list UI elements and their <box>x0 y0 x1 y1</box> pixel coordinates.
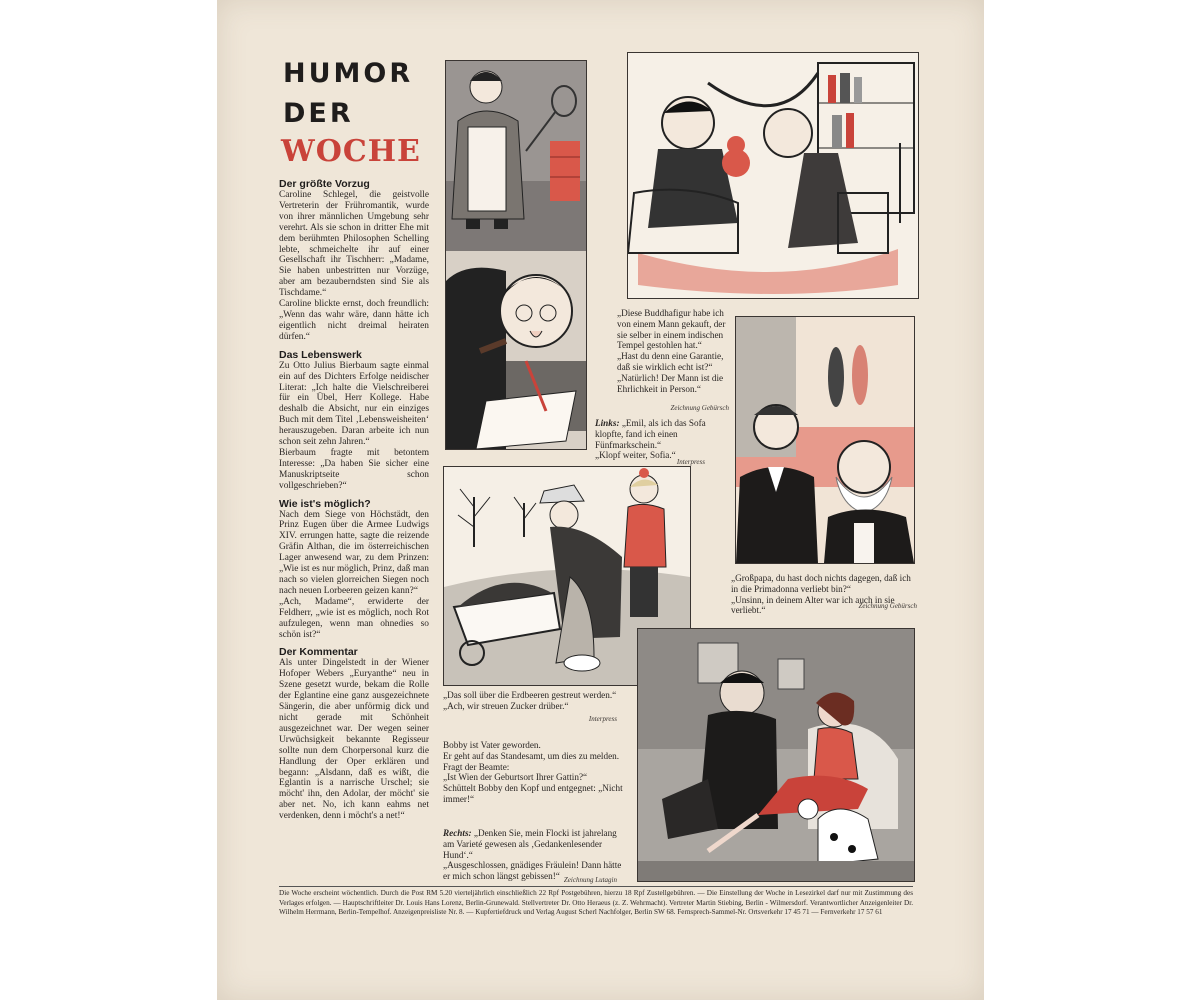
text-groesste-vorzug: Caroline Schlegel, die geistvolle Vertreterin der Frühromantik, wurde von ihrer männlichen Umgebung sehr verehrt. Als sie schon in dritter Ehe mit dem berühmten Philosophen Schelling lebte, schmeichelte ihr auf einer Gesellschaft ihr Tischherr: „Madame, Sie haben unbestritten nur Vorzüge, aber am bezauberndsten sind Sie als Tischdame.“ Caroline blickte ernst, doch freundlich: „Wenn das wahr wäre, dann hätte ich eigentlich nicht dreimal heiraten dürfen.“ <box>279 190 429 342</box>
heading-lebenswerk: Das Lebenswerk <box>279 348 362 361</box>
caption-grosspapa: „Großpapa, du hast doch nichts dagegen, daß ich in die Primadonna verliebt bin?“ „Unsinn, in deinem Alter war ich auch in sie verliebt.“ <box>731 573 911 616</box>
credit-grosspapa: Zeichnung Gebürsch <box>858 602 917 610</box>
cartoon-flocki <box>637 628 915 882</box>
credit-buddha: Zeichnung Gebürsch <box>670 404 729 412</box>
caption-flocki <box>443 828 623 882</box>
text-lebenswerk: Zu Otto Julius Bierbaum sagte einmal ein auf des Dichters Erfolge neidischer Literat: „Ich halte die Vielschreiberei für ein Übel, Herr Kollege. Habe deshalb die Absicht, nur ein einziges Buch mit dem Titel ‚Lebensweisheiten‘ herauszugeben. Daran arbeite ich nun schon seit zehn Jahren.“ Bierbaum fragte mit betontem Interesse: „Da haben Sie sicher eine Manuskriptseite schon vollgeschrieben?“ <box>279 360 429 491</box>
credit-sofa: Interpress <box>676 458 705 466</box>
cartoon-buddha <box>627 52 919 299</box>
anecdote-column <box>279 178 429 822</box>
heading-kommentar: Der Kommentar <box>279 646 358 659</box>
heading-groesste-vorzug: Der größte Vorzug <box>279 178 370 190</box>
credit-flocki: Zeichnung Lutagin <box>563 876 617 884</box>
title-der: DER <box>283 98 354 129</box>
title-woche: WOCHE <box>281 134 421 169</box>
text-bobby: Bobby ist Vater geworden. Er geht auf das Standesamt, um dies zu melden. Fragt der Beamte: „Ist Wien der Geburtsort Ihrer Gattin?“ Schüttelt Bobby den Kopf und entgegnet: „Nicht immer!“ <box>443 740 623 804</box>
caption-sofa-label: Links: <box>595 418 620 428</box>
caption-flocki-text: „Denken Sie, mein Flocki ist jahrelang am Varieté gewesen als ‚Gedankenlesender Hund‘.“ „Ausgeschlossen, gnädiges Fräulein! Dann hätte er mich schon längst gebissen!“ <box>443 828 622 882</box>
caption-sofa-text: „Emil, als ich das Sofa klopfte, fand ich einen Fünfmarkschein.“ „Klopf weiter, Sofia.“ <box>595 418 706 461</box>
imprint-footer: Die Woche erscheint wöchentlich. Durch die Post RM 5.20 vierteljährlich einschließlich 22 Rpf Postgebühren, hierzu 18 Rpf Zustellgebühren. — Die Einstellung der Woche in Lesezirkel darf nur mit Zustimmung des Verlages erfolgen. — Hauptschriftleiter Dr. Louis Hans Lorenz, Berlin-Grunewald. Stellvertreter Dr. Otto Heraeus (z. Z. Wehrmacht). Vertreter Martin Stiebing, Berlin - Wilmersdorf. Verantwortlicher Anzeigenleiter Dr. Wilhelm Herrmann, Berlin-Tempelhof. Anzeigenpreisliste Nr. 8. — Kupfertiefdruck und Verlag August Scherl Nachfolger, Berlin SW 68. Fernsprech-Sammel-Nr. Ortsverkehr 17 45 71 — Fernverkehr 17 57 61 <box>279 886 913 918</box>
heading-wie-ist-moeglich: Wie ist's möglich? <box>279 497 371 510</box>
cartoon-sofa <box>445 60 587 450</box>
magazine-page <box>217 0 984 1000</box>
caption-erdbeeren: „Das soll über die Erdbeeren gestreut werden.“ „Ach, wir streuen Zucker drüber.“ <box>443 690 617 711</box>
text-kommentar: Als unter Dingelstedt in der Wiener Hofoper Webers „Euryanthe“ neu in Szene gesetzt wurde, bekam die Rolle der Eglantine eine ganz ausgezeichnete Sängerin, die aber unförmig dick und nicht gerade mit Schönheit ausgezeichnet war. Der wegen seiner Urwüchsigkeit bekannte Regisseur sollte nun dem Chorpersonal kurz die Handlung der Oper erklären und begann: „Alsdann, daß es wißt, die Eglantin is a narrische Urschel; sie möcht' ihn, den Adolar, der möcht' sie aber net. No, ich kann eahms net verdenken, denn i möcht's a net!“ <box>279 658 429 822</box>
caption-buddha: „Diese Buddhafigur habe ich von einem Mann gekauft, der sie selber in einem indischen Tempel gestohlen hat.“ „Hast du denn eine Garantie, daß sie wirklich echt ist?“ „Natürlich! Der Mann ist die Ehrlichkeit in Person.“ <box>617 308 726 394</box>
credit-erdbeeren: Interpress <box>588 715 617 723</box>
caption-sofa <box>595 418 735 461</box>
text-wie-ist-moeglich: Nach dem Siege von Höchstädt, den Prinz Eugen über die Armee Ludwigs XIV. errungen hatte, sagte die reizende Gräfin Althan, die im österreichischen Lager anwesend war, zu dem Prinzen: „Wie ist es nur möglich, Prinz, daß man nach so vielen glorreichen Siegen noch nach neuen Lorbeeren geizen kann?“ „Ach, Madame“, erwiderte der Feldherr, „wie ist es möglich, noch Rot aufzulegen, wenn man ohnedies so schön ist?“ <box>279 509 429 640</box>
cartoon-grosspapa <box>735 316 915 564</box>
caption-flocki-label: Rechts: <box>443 828 472 838</box>
title-humor: HUMOR <box>283 58 414 89</box>
